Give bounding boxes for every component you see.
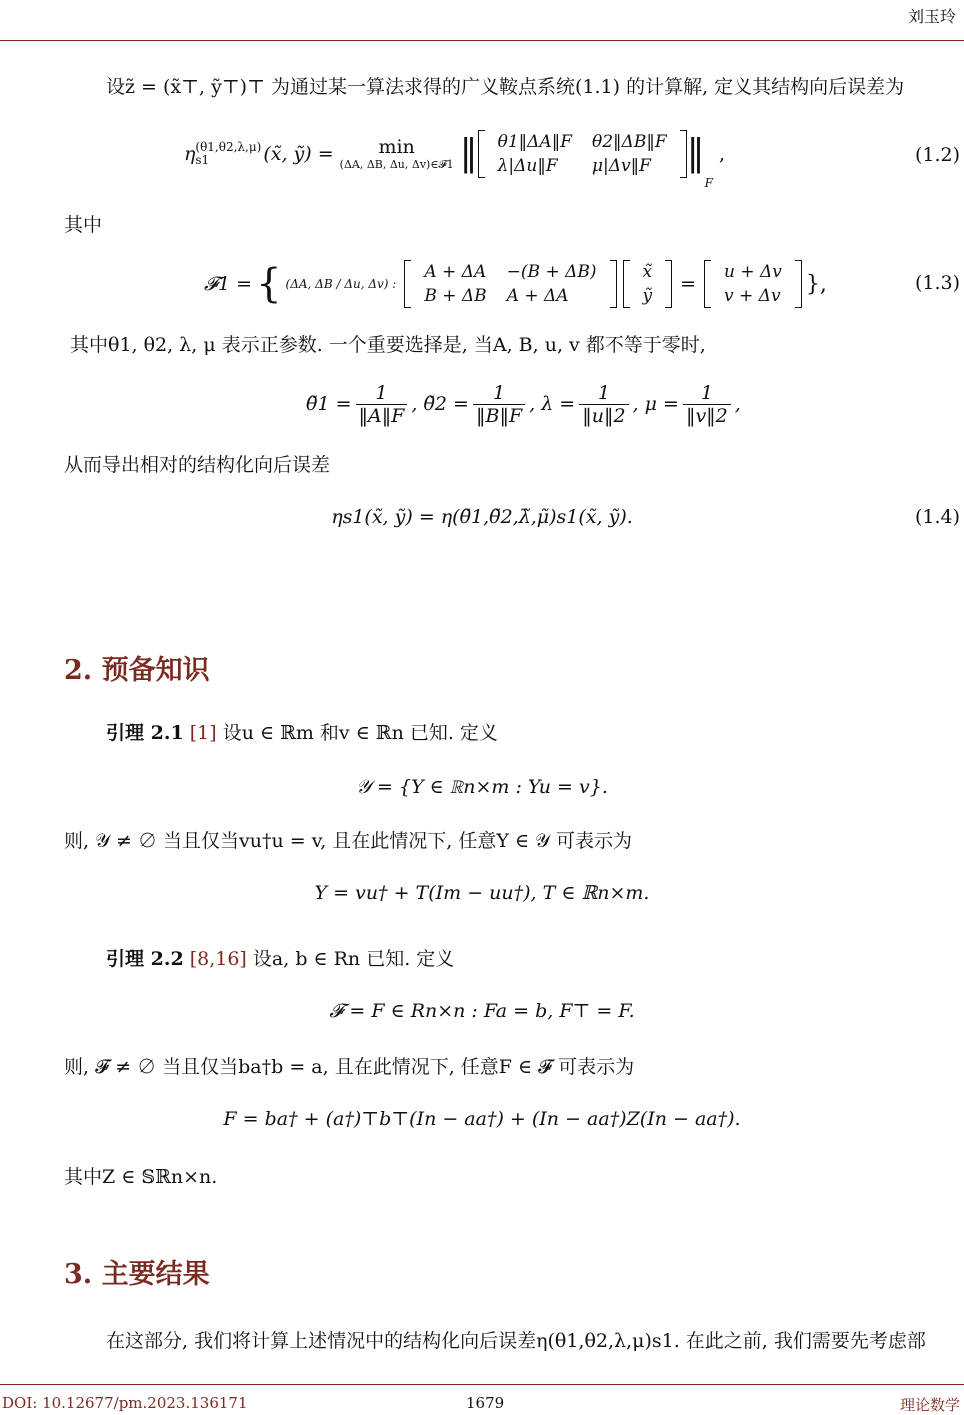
eq13-set: (ΔA, ΔB / Δu, Δv) : <box>285 277 397 291</box>
param-equation <box>306 374 741 434</box>
lemma-2-1-text: 设u ∈ ℝm 和v ∈ ℝn 已知. 定义 <box>222 722 498 744</box>
section-3-title: 3. 主要结果 <box>64 1259 210 1290</box>
param-tail: , <box>734 393 741 415</box>
equation-1-2: η (θ1,θ2,λ,μ) s1 (x̃, ỹ) = min (ΔA, ΔB, Δu, Δv)∈𝓕1 ‖ θ1‖ΔA‖F θ2‖ΔB‖F λ|Δu‖F μ|Δv‖F ‖ F , <box>184 132 725 190</box>
eq13-x: x̃ <box>642 262 653 282</box>
lemma-2-2-text2: 则, 𝓕 ≠ ∅ 当且仅当ba†b = a, 且在此情况下, 任意F ∈ 𝓕 可表示为 <box>64 1056 635 1078</box>
eq12-sub: s1 <box>195 153 210 167</box>
eq12-norm-sub: F <box>704 176 713 190</box>
eq14-number: (1.4) <box>914 506 960 528</box>
where-text: 其中 <box>64 214 103 236</box>
eq13-vector <box>623 260 673 308</box>
lambda-label: , λ = <box>529 393 576 415</box>
theta1-label: θ̃1 = <box>306 393 352 415</box>
eq12-sup: (θ1,θ2,λ,μ) <box>195 140 262 154</box>
frac-num: 1 <box>683 382 731 405</box>
lemma-2-1 <box>64 720 959 746</box>
eq13-matrix <box>404 260 616 308</box>
eq13-r1: u + Δv <box>724 262 782 282</box>
eq12-min-sub: (ΔA, ΔB, Δu, Δv)∈𝓕1 <box>339 158 454 171</box>
lemma-2-2-eq2: F = ba† + (a†)⊤b⊤(In − aa†) + (In − aa†)Z(In − aa†). <box>223 1108 741 1130</box>
eq12-eta: η <box>184 143 196 165</box>
section-3-paragraph: 在这部分, 我们将计算上述情况中的结构化向后误差η(θ1,θ2,λ,μ)s1. 在此之前, 我们需要先考虑部 <box>106 1330 926 1352</box>
eq12-m12: θ2‖ΔB‖F <box>592 132 667 152</box>
eq13-lhs: 𝓕1 = <box>204 273 253 295</box>
eq12-tail: , <box>718 143 725 165</box>
lemma-2-2-eq1: 𝓕 = F ∈ Rn×n : Fa = b, F⊤ = F. <box>329 1000 635 1022</box>
lemma-2-1-title: 引理 2.1 <box>106 722 184 744</box>
eq12-min: min <box>378 136 415 158</box>
header-rule <box>0 40 964 41</box>
lemma-2-1-eq1: 𝒴 = {Y ∈ ℝn×m : Yu = v}. <box>356 776 608 798</box>
lemma-2-2-title: 引理 2.2 <box>106 948 184 970</box>
footer-journal[interactable]: 理论数学 <box>899 1396 960 1414</box>
equation-1-3: 𝓕1 = { (ΔA, ΔB / Δu, Δv) : A + ΔA −(B + ΔB) B + ΔB A + ΔA x̃ ỹ = u + Δv v + Δv }, <box>204 261 827 307</box>
footer-page-number: 1679 <box>466 1394 505 1412</box>
eq12-arg: (x̃, ỹ) = <box>263 143 334 165</box>
eq13-a22: A + ΔA <box>506 286 569 306</box>
lemma-2-2-citation[interactable]: [8,16] <box>189 948 247 970</box>
eq12-m22: μ|Δv‖F <box>592 156 651 176</box>
lemma-2-2-text: 设a, b ∈ Rn 已知. 定义 <box>252 948 455 970</box>
eq13-y: ỹ <box>642 286 653 306</box>
equation-1-4: ηs1(x̃, ỹ) = η(θ̃1,θ̃2,λ̃,μ̃)s1(x̃, ỹ). <box>331 506 633 528</box>
eq12-matrix <box>478 130 687 178</box>
mu-label: , μ = <box>632 393 679 415</box>
eq13-a11: A + ΔA <box>424 262 487 282</box>
running-header-author: 刘玉玲 <box>907 7 956 26</box>
frac-den: ‖u‖2 <box>582 404 626 427</box>
eq12-m21: λ|Δu‖F <box>497 156 558 176</box>
eq12-m11: θ1‖ΔA‖F <box>497 132 572 152</box>
frac-num: 1 <box>356 382 408 405</box>
frac-num: 1 <box>579 382 628 405</box>
footer-doi[interactable]: DOI: 10.12677/pm.2023.136171 <box>2 1394 248 1412</box>
frac-num: 1 <box>473 382 525 405</box>
relative-paragraph: 从而导出相对的结构化向后误差 <box>64 454 331 476</box>
frac-den: ‖v‖2 <box>685 404 728 427</box>
intro-paragraph: 设z̃ = (x̃⊤, ỹ⊤)⊤ 为通过某一算法求得的广义鞍点系统(1.1) 的计算解, 定义其结构向后误差为 <box>106 76 905 98</box>
eq12-number: (1.2) <box>914 144 960 166</box>
theta2-label: , θ̃2 = <box>411 393 469 415</box>
eq13-a12: −(B + ΔB) <box>506 262 597 282</box>
frac-den: ‖A‖F <box>358 404 405 427</box>
lemma-2-2 <box>64 946 959 972</box>
eq13-number: (1.3) <box>914 272 960 294</box>
eq13-a21: B + ΔB <box>424 286 487 306</box>
eq13-r2: v + Δv <box>724 286 781 306</box>
params-paragraph: 其中θ1, θ2, λ, μ 表示正参数. 一个重要选择是, 当A, B, u, v 都不等于零时, <box>70 334 706 356</box>
lemma-2-2-text3: 其中Z ∈ 𝕊ℝn×n. <box>64 1166 218 1188</box>
lemma-2-1-eq2: Y = vu† + T(Im − uu†), T ∈ ℝn×m. <box>314 882 650 904</box>
footer-rule <box>0 1384 964 1385</box>
lemma-2-1-text2: 则, 𝒴 ≠ ∅ 当且仅当vu†u = v, 且在此情况下, 任意Y ∈ 𝒴 可表示为 <box>64 830 632 852</box>
frac-den: ‖B‖F <box>475 404 523 427</box>
section-2-title: 2. 预备知识 <box>64 655 210 686</box>
eq13-eq: = <box>680 273 697 295</box>
eq13-tail: }, <box>805 271 827 297</box>
eq13-rhs <box>704 260 802 308</box>
lemma-2-1-citation[interactable]: [1] <box>189 722 217 744</box>
